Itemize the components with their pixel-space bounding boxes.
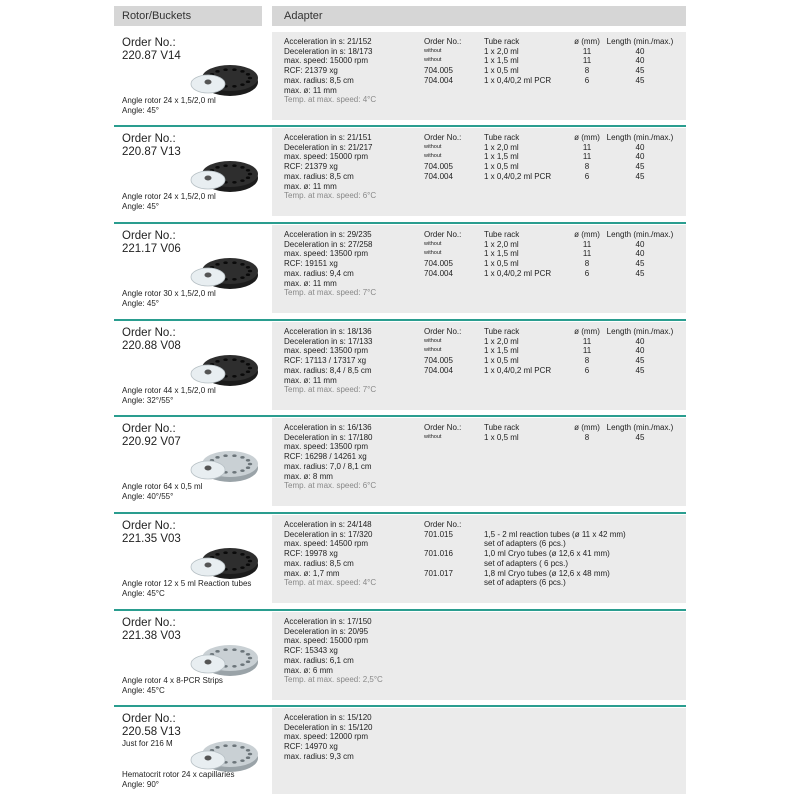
rotor-order-number: 221.35 V03 (122, 533, 181, 545)
spec-line: max. radius: 8,5 cm (284, 75, 354, 85)
length-value: 40 (635, 346, 645, 356)
spec-line: RCF: 21379 xg (284, 162, 338, 172)
rotor-image (186, 247, 260, 295)
tube-rack-value: 1 x 1,5 ml (484, 249, 519, 259)
rotor-order-number: 221.17 V06 (122, 243, 181, 255)
rotor-angle: Angle: 45° (122, 106, 160, 115)
length-value: 40 (635, 336, 645, 346)
spec-line: Deceleration in s: 27/258 (284, 239, 373, 249)
rotor-panel (114, 708, 266, 794)
rotor-image (186, 150, 260, 198)
adapter-order-column (424, 423, 480, 442)
tube-rack-value: 1 x 0,5 ml (484, 259, 519, 269)
rotor-angle: Angle: 45° (122, 299, 160, 308)
tube-rack-value: 1 x 0,4/0,2 ml PCR (484, 171, 552, 181)
row-divider (114, 415, 686, 417)
adapter-order-number: 704.004 (424, 75, 453, 85)
adapter-panel (272, 128, 686, 216)
order-no-label: Order No.: (122, 520, 176, 532)
spec-line: max. ø: 11 mm (284, 278, 337, 288)
rotor-row (114, 612, 686, 700)
rotor-angle: Angle: 40°/55° (122, 492, 174, 501)
spec-line: max. speed: 15000 rpm (284, 152, 369, 162)
diameter-header-text: ø (mm) (574, 133, 600, 142)
adapter-description: set of adapters (6 pcs.) (484, 578, 566, 588)
diameter-value: 11 (582, 239, 592, 249)
spec-line: max. radius: 6,1 cm (284, 655, 354, 665)
diameter-value: 6 (584, 75, 590, 85)
adapter-order-number: without (424, 337, 442, 344)
diameter-value: 6 (584, 268, 590, 278)
spec-line: Acceleration in s: 18/136 (284, 327, 372, 336)
length-value: 40 (635, 142, 645, 152)
diameter-column (570, 230, 604, 279)
diameter-value: 6 (584, 171, 590, 181)
diameter-value: 11 (582, 249, 592, 259)
diameter-value: 8 (584, 162, 590, 172)
row-divider (114, 222, 686, 224)
tube-rack-value: 1 x 2,0 ml (484, 239, 519, 249)
adapter-order-column (424, 230, 480, 279)
temperature-note: Temp. at max. speed: 6°C (284, 481, 377, 491)
tube-rack-header: Tube rack (484, 230, 520, 239)
adapter-order-number: 704.005 (424, 66, 453, 76)
rotor-buckets-header: Rotor/Buckets (114, 6, 262, 26)
spec-line: max. ø: 1,7 mm (284, 568, 340, 578)
rotor-panel (114, 612, 266, 700)
rotor-description: Angle rotor 24 x 1,5/2,0 ml (122, 96, 216, 105)
rotor-row (114, 322, 686, 410)
rotor-description: Angle rotor 30 x 1,5/2,0 ml (122, 289, 216, 298)
tube-rack-value: 1 x 1,5 ml (484, 56, 519, 66)
adapter-order-number: 701.017 (424, 568, 453, 578)
rotor-row (114, 708, 686, 794)
rotor-angle: Angle: 45° (122, 202, 160, 211)
diameter-header (570, 37, 604, 47)
tube-rack-value: 1 x 0,4/0,2 ml PCR (484, 75, 552, 85)
length-value: 45 (635, 66, 645, 76)
spec-list (284, 133, 376, 201)
length-value: 45 (635, 268, 645, 278)
tube-rack-header: Tube rack (484, 423, 520, 432)
adapter-order-number: 701.015 (424, 529, 453, 539)
spec-line: RCF: 15343 xg (284, 646, 338, 656)
length-value: 45 (635, 171, 645, 181)
length-value: 40 (635, 249, 645, 259)
adapter-panel (272, 515, 686, 603)
spec-list (284, 520, 376, 588)
rotor-description: Angle rotor 44 x 1,5/2,0 ml (122, 386, 216, 395)
spec-line: Deceleration in s: 17/320 (284, 529, 373, 539)
spec-line: RCF: 19978 xg (284, 549, 338, 559)
adapter-order-column (424, 37, 480, 86)
temperature-note: Temp. at max. speed: 4°C (284, 95, 377, 105)
spec-line: Acceleration in s: 29/235 (284, 230, 372, 239)
tube-rack-value: 1 x 2,0 ml (484, 46, 519, 56)
diameter-header-text: ø (mm) (574, 230, 600, 239)
adapter-description: set of adapters ( 6 pcs.) (484, 558, 569, 568)
adapter-header: Adapter (272, 6, 686, 26)
spec-line: Deceleration in s: 18/173 (284, 46, 373, 56)
rotor-row (114, 418, 686, 506)
rotor-note: Just for 216 M (122, 739, 173, 748)
diameter-header-text: ø (mm) (574, 37, 600, 46)
length-value: 45 (635, 75, 645, 85)
spec-line: max. ø: 8 mm (284, 471, 333, 481)
rotor-angle: Angle: 32°/55° (122, 396, 174, 405)
length-value: 45 (635, 259, 645, 269)
adapter-order-header: Order No.: (424, 520, 462, 529)
diameter-value: 8 (584, 356, 590, 366)
adapter-description-column (484, 520, 626, 588)
rotor-row (114, 128, 686, 216)
rotor-description: Angle rotor 12 x 5 ml Reaction tubes (122, 579, 252, 588)
diameter-value: 8 (584, 432, 590, 442)
spec-list (284, 230, 376, 298)
length-column (602, 327, 678, 376)
adapter-order-number: without (424, 250, 442, 257)
spec-line: max. radius: 8,4 / 8,5 cm (284, 365, 372, 375)
spec-line: RCF: 16298 / 14261 xg (284, 452, 367, 462)
rotor-image (186, 537, 260, 585)
tube-rack-value: 1 x 1,5 ml (484, 346, 519, 356)
length-value: 45 (635, 432, 645, 442)
diameter-column (570, 327, 604, 376)
spec-line: max. radius: 7,0 / 8,1 cm (284, 461, 372, 471)
adapter-order-number: without (424, 57, 442, 64)
adapter-order-number: without (424, 153, 442, 160)
length-header: Length (min./max.) (606, 230, 674, 239)
spec-line: max. radius: 8,5 cm (284, 171, 354, 181)
adapter-panel (272, 225, 686, 313)
spec-line: max. speed: 14500 rpm (284, 539, 369, 549)
rotor-angle: Angle: 45°C (122, 686, 165, 695)
tube-rack-column (484, 327, 574, 376)
rotor-order-number: 220.87 V13 (122, 146, 181, 158)
length-header: Length (min./max.) (606, 37, 674, 46)
rotor-description: Angle rotor 64 x 0,5 ml (122, 482, 203, 491)
diameter-header-text: ø (mm) (574, 327, 600, 336)
spec-line: Acceleration in s: 21/152 (284, 37, 372, 46)
tube-rack-value: 1 x 0,5 ml (484, 356, 519, 366)
tube-rack-column (484, 37, 574, 86)
rotor-image (186, 440, 260, 488)
spec-line: RCF: 19151 xg (284, 259, 338, 269)
order-no-label: Order No.: (122, 230, 176, 242)
spec-line: Acceleration in s: 15/120 (284, 713, 372, 722)
row-divider (114, 319, 686, 321)
spec-line: max. ø: 11 mm (284, 85, 337, 95)
spec-line: max. speed: 15000 rpm (284, 636, 369, 646)
tube-rack-header: Tube rack (484, 327, 520, 336)
length-header: Length (min./max.) (606, 423, 674, 432)
adapter-order-header: Order No.: (424, 230, 462, 239)
temperature-note: Temp. at max. speed: 2,5°C (284, 675, 383, 685)
length-header: Length (min./max.) (606, 327, 674, 336)
adapter-order-number: 704.004 (424, 365, 453, 375)
diameter-column (570, 37, 604, 86)
spec-line: max. speed: 13500 rpm (284, 442, 369, 452)
adapter-order-number: without (424, 47, 442, 54)
spec-line: Acceleration in s: 21/151 (284, 133, 372, 142)
rotor-angle: Angle: 45°C (122, 589, 165, 598)
row-divider (114, 609, 686, 611)
rotor-panel (114, 225, 266, 313)
spec-line: Deceleration in s: 17/133 (284, 336, 373, 346)
adapter-order-number: 704.005 (424, 162, 453, 172)
rotor-angle: Angle: 90° (122, 780, 160, 789)
rotor-description: Angle rotor 4 x 8-PCR Strips (122, 676, 223, 685)
length-value: 45 (635, 365, 645, 375)
tube-rack-value: 1 x 2,0 ml (484, 142, 519, 152)
spec-line: max. ø: 11 mm (284, 375, 337, 385)
order-no-label: Order No.: (122, 327, 176, 339)
length-value: 45 (635, 162, 645, 172)
adapter-order-spacer (424, 578, 461, 588)
spec-line: Acceleration in s: 24/148 (284, 520, 372, 529)
spec-line: Deceleration in s: 20/95 (284, 626, 369, 636)
temperature-note: Temp. at max. speed: 7°C (284, 288, 377, 298)
adapter-order-number: without (424, 240, 442, 247)
rotor-order-number: 220.88 V08 (122, 340, 181, 352)
tube-rack-value: 1 x 0,4/0,2 ml PCR (484, 365, 552, 375)
adapter-order-spacer (424, 559, 461, 569)
rotor-row (114, 225, 686, 313)
length-value: 40 (635, 239, 645, 249)
adapter-order-number: without (424, 347, 442, 354)
spec-line: max. speed: 13500 rpm (284, 249, 369, 259)
spec-line: RCF: 17113 / 17317 xg (284, 356, 367, 366)
spec-line: Deceleration in s: 21/217 (284, 142, 373, 152)
rotor-order-number: 220.58 V13 (122, 726, 181, 738)
rotor-row (114, 32, 686, 120)
temperature-note: Temp. at max. speed: 6°C (284, 191, 377, 201)
length-value: 40 (635, 152, 645, 162)
diameter-value: 6 (584, 365, 590, 375)
adapter-order-header: Order No.: (424, 37, 462, 46)
spec-list (284, 37, 376, 105)
tube-rack-value: 1 x 0,5 ml (484, 162, 519, 172)
order-no-label: Order No.: (122, 617, 176, 629)
diameter-value: 11 (582, 46, 592, 56)
adapter-description: set of adapters (6 pcs.) (484, 539, 566, 549)
adapter-order-spacer (424, 539, 461, 549)
length-column (602, 423, 678, 442)
diameter-value: 8 (584, 259, 590, 269)
spec-line: max. ø: 11 mm (284, 181, 337, 191)
tube-rack-header: Tube rack (484, 133, 520, 142)
length-value: 40 (635, 46, 645, 56)
rotor-panel (114, 128, 266, 216)
adapter-order-number: 704.005 (424, 356, 453, 366)
length-header: Length (min./max.) (606, 133, 674, 142)
adapter-order-column (424, 133, 480, 182)
spec-line: max. speed: 12000 rpm (284, 732, 369, 742)
rotor-row (114, 515, 686, 603)
spec-line: max. speed: 15000 rpm (284, 56, 369, 66)
spec-list (284, 327, 376, 395)
spec-line: RCF: 21379 xg (284, 66, 338, 76)
row-divider (114, 512, 686, 514)
adapter-order-column (424, 327, 480, 376)
diameter-value: 11 (582, 152, 592, 162)
diameter-value: 11 (582, 336, 592, 346)
diameter-header (570, 133, 604, 143)
length-value: 45 (635, 356, 645, 366)
tube-rack-value: 1 x 0,5 ml (484, 66, 519, 76)
tube-rack-header: Tube rack (484, 37, 520, 46)
adapter-description-spacer (484, 520, 626, 530)
rotor-panel (114, 515, 266, 603)
temperature-note: Temp. at max. speed: 7°C (284, 385, 377, 395)
length-value: 40 (635, 56, 645, 66)
spec-line: Deceleration in s: 15/120 (284, 722, 373, 732)
rotor-order-number: 221.38 V03 (122, 630, 181, 642)
tube-rack-value: 1 x 1,5 ml (484, 152, 519, 162)
spec-line: max. radius: 8,5 cm (284, 558, 354, 568)
rotor-panel (114, 418, 266, 506)
rotor-description: Hematocrit rotor 24 x capillaries (122, 770, 235, 779)
diameter-value: 11 (582, 142, 592, 152)
spec-list (284, 423, 376, 491)
rotor-image (186, 344, 260, 392)
adapter-order-number: 701.016 (424, 549, 453, 559)
spec-line: Deceleration in s: 17/180 (284, 432, 373, 442)
adapter-panel (272, 612, 686, 700)
spec-line: Acceleration in s: 16/136 (284, 423, 372, 432)
order-no-label: Order No.: (122, 133, 176, 145)
adapter-order-number: without (424, 433, 442, 440)
diameter-value: 11 (582, 346, 592, 356)
adapter-order-column (424, 520, 461, 588)
spec-line: max. ø: 6 mm (284, 665, 333, 675)
row-divider (114, 705, 686, 707)
rotor-panel (114, 32, 266, 120)
spec-list (284, 617, 383, 685)
row-divider (114, 125, 686, 127)
diameter-header-text: ø (mm) (574, 423, 600, 432)
diameter-column (570, 423, 604, 442)
adapter-panel (272, 32, 686, 120)
spec-line: RCF: 14970 xg (284, 742, 338, 752)
adapter-description: 1,8 ml Cryo tubes (ø 12,6 x 48 mm) (484, 568, 610, 578)
adapter-panel (272, 418, 686, 506)
adapter-order-header: Order No.: (424, 327, 462, 336)
rotor-image (186, 54, 260, 102)
tube-rack-column (484, 133, 574, 182)
length-column (602, 230, 678, 279)
diameter-header (570, 423, 604, 433)
tube-rack-column (484, 230, 574, 279)
length-column (602, 37, 678, 86)
spec-list (284, 713, 373, 762)
spec-line: max. speed: 13500 rpm (284, 346, 369, 356)
adapter-order-number: without (424, 143, 442, 150)
order-no-label: Order No.: (122, 37, 176, 49)
rotor-order-number: 220.87 V14 (122, 50, 181, 62)
tube-rack-value: 1 x 0,5 ml (484, 432, 519, 442)
adapter-description: 1,5 - 2 ml reaction tubes (ø 11 x 42 mm) (484, 529, 626, 539)
diameter-value: 11 (582, 56, 592, 66)
diameter-value: 8 (584, 66, 590, 76)
rotor-image (186, 634, 260, 682)
length-column (602, 133, 678, 182)
adapter-panel (272, 322, 686, 410)
diameter-header (570, 327, 604, 337)
rotor-description: Angle rotor 24 x 1,5/2,0 ml (122, 192, 216, 201)
tube-rack-value: 1 x 2,0 ml (484, 336, 519, 346)
tube-rack-column (484, 423, 574, 442)
adapter-order-number: 704.005 (424, 259, 453, 269)
temperature-note: Temp. at max. speed: 4°C (284, 578, 377, 588)
spec-line: Acceleration in s: 17/150 (284, 617, 372, 626)
adapter-description: 1,0 ml Cryo tubes (ø 12,6 x 41 mm) (484, 549, 610, 559)
adapter-order-header: Order No.: (424, 133, 462, 142)
order-no-label: Order No.: (122, 423, 176, 435)
adapter-order-number: 704.004 (424, 268, 453, 278)
rotor-order-number: 220.92 V07 (122, 436, 181, 448)
adapter-order-number: 704.004 (424, 171, 453, 181)
adapter-order-header: Order No.: (424, 423, 462, 432)
tube-rack-value: 1 x 0,4/0,2 ml PCR (484, 268, 552, 278)
spec-line: max. radius: 9,3 cm (284, 751, 354, 761)
adapter-panel (272, 708, 686, 794)
order-no-label: Order No.: (122, 713, 176, 725)
spec-line: max. radius: 9,4 cm (284, 268, 354, 278)
diameter-header (570, 230, 604, 240)
rotor-panel (114, 322, 266, 410)
diameter-column (570, 133, 604, 182)
